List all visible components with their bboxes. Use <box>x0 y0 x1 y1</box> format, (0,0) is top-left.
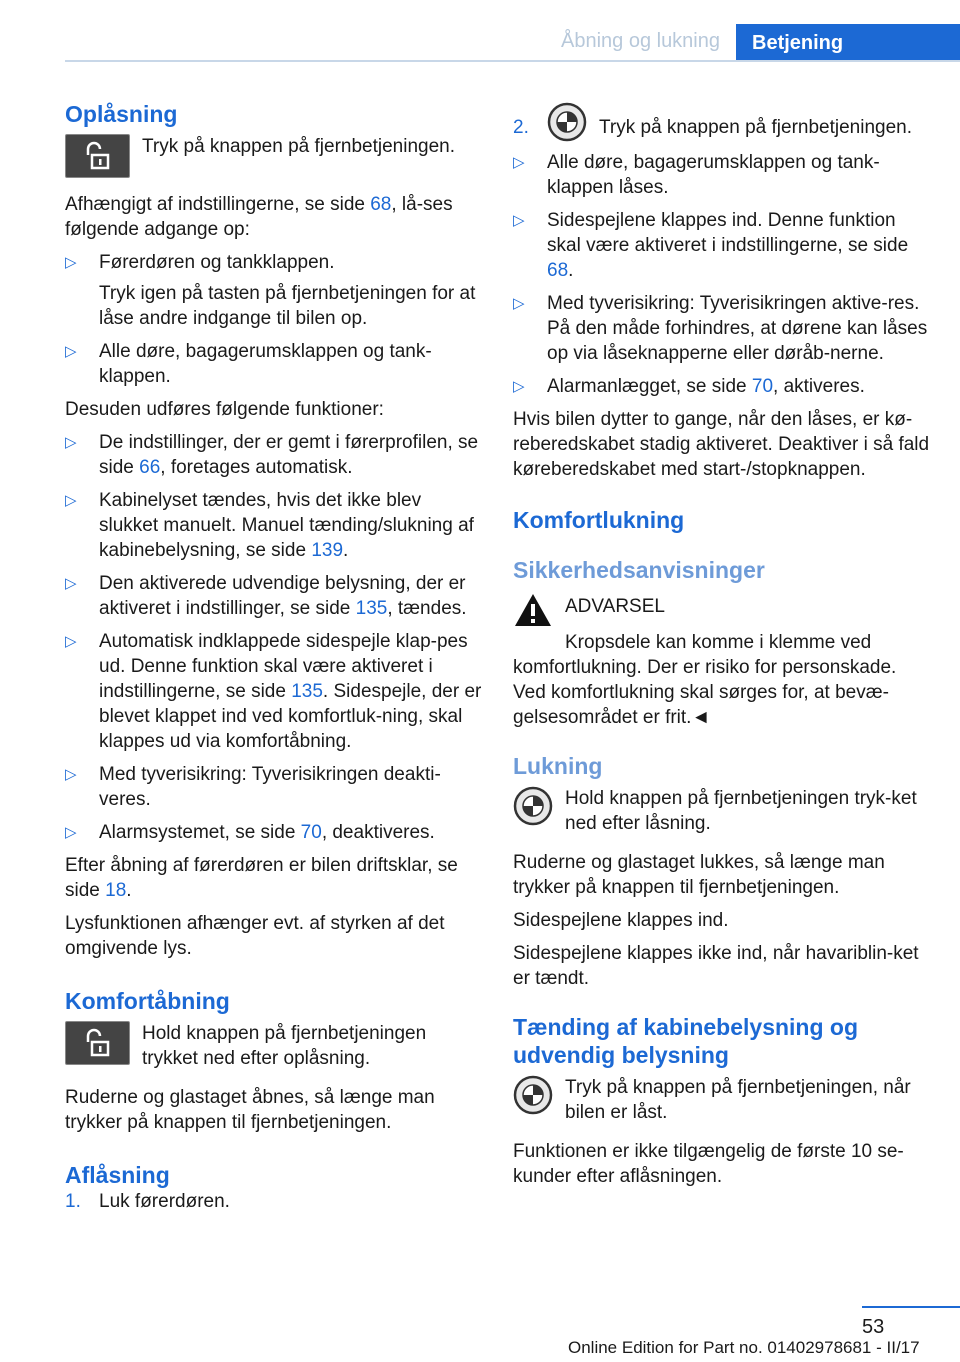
lukning-instruction <box>513 786 933 836</box>
taending-instruction-text: Tryk på knappen på fjernbetjeningen, når bilen er låst. <box>565 1077 911 1123</box>
list-item: ▷ Alarmanlægget, se side 70, aktiveres. <box>513 376 865 397</box>
right-column <box>513 112 933 1197</box>
lukning-instruction-text: Hold knappen på fjernbetjeningen tryk-ket ned efter låsning. <box>565 788 917 834</box>
paragraph: Ruderne og glastaget lukkes, så længe man trykker på knappen til fjernbetjeningen. <box>513 852 885 898</box>
unlock-button-icon <box>65 134 130 178</box>
paragraph: Ruderne og glastaget åbnes, så længe man trykker på knappen til fjernbetjeningen. <box>65 1087 435 1133</box>
warning-triangle-icon <box>513 592 553 628</box>
paragraph: Hvis bilen dytter to gange, når den låses, er kø-reberedskabet stadig aktiveret. Deaktiver i så fald køreberedskabet med start-/stopknappen. <box>513 409 930 480</box>
page-link[interactable]: 70 <box>300 822 322 843</box>
triangle-bullet-icon: ▷ <box>65 575 77 592</box>
list-item: ▷ Kabinelyset tændes, hvis det ikke blev slukket manuelt. Manuel tænding/slukning af kabinebelysning, se side 139. <box>65 490 474 561</box>
heading-lukning: Lukning <box>513 753 603 779</box>
triangle-bullet-icon: ▷ <box>65 633 77 650</box>
left-column <box>65 100 485 1222</box>
triangle-bullet-icon: ▷ <box>65 343 77 360</box>
footer-rule <box>862 1306 960 1308</box>
paragraph: Efter åbning af førerdøren er bilen driftsklar, se side 18. <box>65 855 458 901</box>
heading-aflasning: Aflåsning <box>65 1162 170 1188</box>
page-number: 53 <box>862 1316 885 1338</box>
page-link[interactable]: 135 <box>355 598 388 619</box>
unlock-instruction-text: Tryk på knappen på fjernbetjeningen. <box>142 136 456 157</box>
page-link[interactable]: 66 <box>139 457 161 478</box>
header-section-title: Åbning og lukning <box>560 30 720 52</box>
page-link[interactable]: 139 <box>311 540 344 561</box>
bmw-key-icon <box>513 786 553 826</box>
paragraph: Sidespejlene klappes ind. <box>513 910 729 931</box>
heading-oplasning: Oplåsning <box>65 101 178 127</box>
step-item: 1. Luk førerdøren. <box>65 1191 230 1212</box>
list-item: ▷ Automatisk indklappede sidespejle klap-pes ud. Denne funktion skal være aktiveret i indstillingerne, se side 135. Sidespejle, der er blevet klappet ind ved komfortluk-ning, skal klappes ud via komfortåbning. <box>65 631 482 752</box>
list-item: ▷ Alle døre, bagagerumsklappen og tank-klappen låses. <box>513 152 880 198</box>
triangle-bullet-icon: ▷ <box>65 492 77 509</box>
warning-block <box>513 592 933 628</box>
bullet-list <box>513 150 933 399</box>
komfort-instruction-text: Hold knappen på fjernbetjeningen trykket ned efter oplåsning. <box>142 1023 427 1069</box>
edition-line: Online Edition for Part no. 01402978681 - II/17 <box>568 1338 920 1357</box>
bmw-key-icon <box>513 1075 553 1115</box>
warning-title: ADVARSEL <box>565 596 665 617</box>
list-item: ▷ Sidespejlene klappes ind. Denne funktion skal være aktiveret i indstillingerne, se side 68. <box>513 210 909 281</box>
paragraph: Funktionen er ikke tilgængelig de første 10 se-kunder efter aflåsningen. <box>513 1141 904 1187</box>
triangle-bullet-icon: ▷ <box>65 824 77 841</box>
step-item: 2. Tryk på knappen på fjernbetjeningen. <box>513 112 933 142</box>
heading-komfortlukning: Komfortlukning <box>513 507 685 533</box>
triangle-bullet-icon: ▷ <box>513 295 525 312</box>
page-link[interactable]: 68 <box>547 260 569 281</box>
list-item: ▷ Med tyverisikring: Tyverisikringen deakti-veres. <box>65 764 441 810</box>
list-item: ▷ Den aktiverede udvendige belysning, der er aktiveret i indstillinger, se side 135, tændes. <box>65 573 467 619</box>
heading-komfortabning: Komfortåbning <box>65 988 230 1014</box>
taending-instruction <box>513 1075 933 1125</box>
header-chapter-tab: Betjening <box>736 24 960 62</box>
triangle-bullet-icon: ▷ <box>513 154 525 171</box>
page-link[interactable]: 135 <box>291 681 323 702</box>
triangle-bullet-icon: ▷ <box>513 212 525 229</box>
unlock-button-icon <box>65 1021 130 1065</box>
triangle-bullet-icon: ▷ <box>513 378 525 395</box>
warning-text: Kropsdele kan komme i klemme ved komfortlukning. Der er risiko for personskade. Ved komfortlukning skal sørges for, at bevæ-gelsesområdet er frit.◄ <box>513 632 897 728</box>
bmw-key-icon <box>547 102 587 142</box>
list-item: ▷ Med tyverisikring: Tyverisikringen aktive-res. På den måde forhindres, at dørene kan låses op via låseknapperne eller døråb-nerne. <box>513 293 928 364</box>
bullet-list <box>65 430 485 845</box>
list-item: ▷ Førerdøren og tankklappen. Tryk igen på tasten på fjernbetjeningen for at låse andre indgange til bilen op. <box>65 252 476 329</box>
heading-sikkerhedsanvisninger: Sikkerhedsanvisninger <box>513 557 765 583</box>
paragraph: Lysfunktionen afhænger evt. af styrken af det omgivende lys. <box>65 913 445 959</box>
page-link[interactable]: 68 <box>370 194 392 215</box>
paragraph: Afhængigt af indstillingerne, se side 68, lå-ses følgende adgange op: <box>65 194 453 240</box>
triangle-bullet-icon: ▷ <box>65 254 77 271</box>
unlock-instruction <box>65 134 485 178</box>
bullet-list <box>65 250 485 389</box>
heading-taending: Tænding af kabinebelysning og udvendig belysning <box>513 1014 859 1068</box>
triangle-bullet-icon: ▷ <box>65 766 77 783</box>
step-list <box>513 112 933 142</box>
paragraph: Desuden udføres følgende funktioner: <box>65 399 384 420</box>
header-rule <box>65 60 960 62</box>
komfort-instruction <box>65 1021 485 1071</box>
list-item: ▷ Alle døre, bagagerumsklappen og tank-klappen. <box>65 341 432 387</box>
list-item: ▷ De indstillinger, der er gemt i førerprofilen, se side 66, foretages automatisk. <box>65 432 479 478</box>
page-link[interactable]: 70 <box>751 376 774 397</box>
page-link[interactable]: 18 <box>105 880 127 901</box>
step-list <box>65 1189 485 1214</box>
paragraph: Sidespejlene klappes ikke ind, når havariblin-ket er tændt. <box>513 943 919 989</box>
list-item: ▷ Alarmsystemet, se side 70, deaktiveres. <box>65 822 435 843</box>
triangle-bullet-icon: ▷ <box>65 434 77 451</box>
